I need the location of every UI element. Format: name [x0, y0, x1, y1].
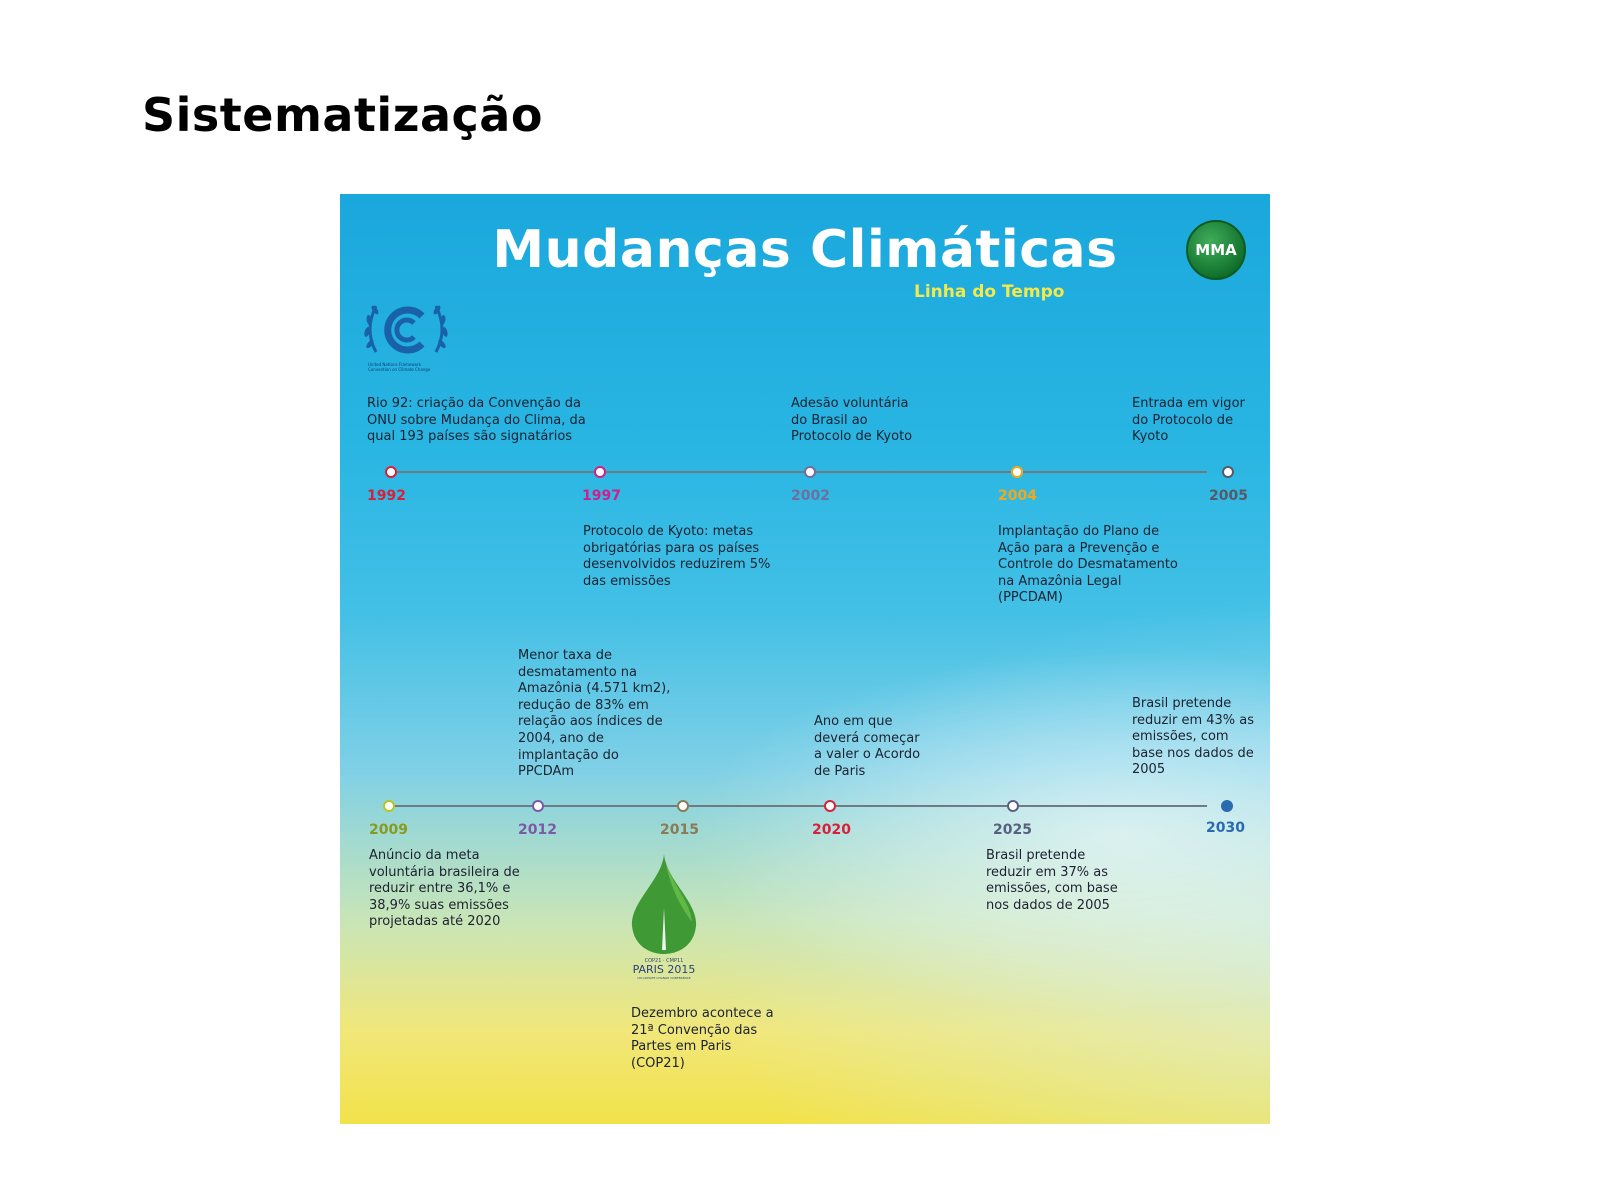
paris-logo-bottom-text: UN CLIMATE CHANGE CONFERENCE [637, 976, 691, 980]
timeline-dot-2015 [677, 800, 689, 812]
infographic-subtitle: Linha do Tempo [914, 282, 1065, 302]
event-note-1997: Protocolo de Kyoto: metas obrigatórias para os países desenvolvidos reduzirem 5% das emissões [583, 524, 771, 589]
event-note-2004: Implantação do Plano de Ação para a Prevenção e Controle do Desmatamento na Amazônia Legal (PPCDAM) [998, 524, 1178, 606]
event-note-2005: Entrada em vigor do Protocolo de Kyoto [1132, 396, 1245, 445]
year-label-2015: 2015 [660, 822, 699, 838]
timeline-dot-2025 [1007, 800, 1019, 812]
timeline-line-bottom [388, 805, 1207, 807]
timeline-dot-2009 [383, 800, 395, 812]
timeline-dot-2002 [804, 466, 816, 478]
year-label-2002: 2002 [791, 488, 830, 504]
year-label-2030: 2030 [1206, 820, 1245, 836]
mma-logo [1186, 220, 1246, 280]
timeline-dot-2012 [532, 800, 544, 812]
year-label-2012: 2012 [518, 822, 557, 838]
timeline-dot-2020 [824, 800, 836, 812]
year-label-1997: 1997 [582, 488, 621, 504]
unfccc-caption: United Nations Framework Convention on Climate Change [368, 362, 431, 372]
year-label-2004: 2004 [998, 488, 1037, 504]
event-note-2025: Brasil pretende reduzir em 37% as emissões, com base nos dados de 2005 [986, 848, 1118, 913]
timeline-dot-1997 [594, 466, 606, 478]
timeline-dot-2030 [1221, 800, 1233, 812]
event-note-2002: Adesão voluntária do Brasil ao Protocolo de Kyoto [791, 396, 913, 445]
timeline-dot-1992 [385, 466, 397, 478]
timeline-dot-2005 [1222, 466, 1234, 478]
infographic-title: Mudanças Climáticas [492, 220, 1118, 280]
paris-logo-top-text: COP21 · CMP11 [644, 958, 684, 964]
paris-logo-main-text: PARIS 2015 [632, 963, 696, 976]
year-label-2005: 2005 [1209, 488, 1248, 504]
mma-logo-text: MMA [1195, 241, 1237, 259]
event-note-2030: Brasil pretende reduzir em 43% as emissões, com base nos dados de 2005 [1132, 696, 1255, 778]
event-note-2015: Dezembro acontece a 21ª Convenção das Partes em Paris (COP21) [631, 1006, 774, 1071]
event-note-2020: Ano em que deverá começar a valer o Acordo de Paris [814, 714, 921, 779]
year-label-2009: 2009 [369, 822, 408, 838]
year-label-1992: 1992 [367, 488, 406, 504]
event-note-2009: Anúncio da meta voluntária brasileira de reduzir entre 36,1% e 38,9% suas emissões projetadas até 2020 [369, 848, 520, 930]
slide-title: Sistematização [142, 88, 543, 142]
timeline-dot-2004 [1011, 466, 1023, 478]
year-label-2020: 2020 [812, 822, 851, 838]
event-note-1992: Rio 92: criação da Convenção da ONU sobre Mudança do Clima, da qual 193 países são signatários [367, 396, 586, 445]
climate-timeline-infographic [340, 194, 1270, 1124]
event-note-2012: Menor taxa de desmatamento na Amazônia (4.571 km2), redução de 83% em relação aos índices de 2004, ano de implantação do PPCDAm [518, 648, 671, 780]
paris-2015-leaf-logo [624, 850, 704, 980]
timeline-line-top [390, 471, 1207, 473]
year-label-2025: 2025 [993, 822, 1032, 838]
